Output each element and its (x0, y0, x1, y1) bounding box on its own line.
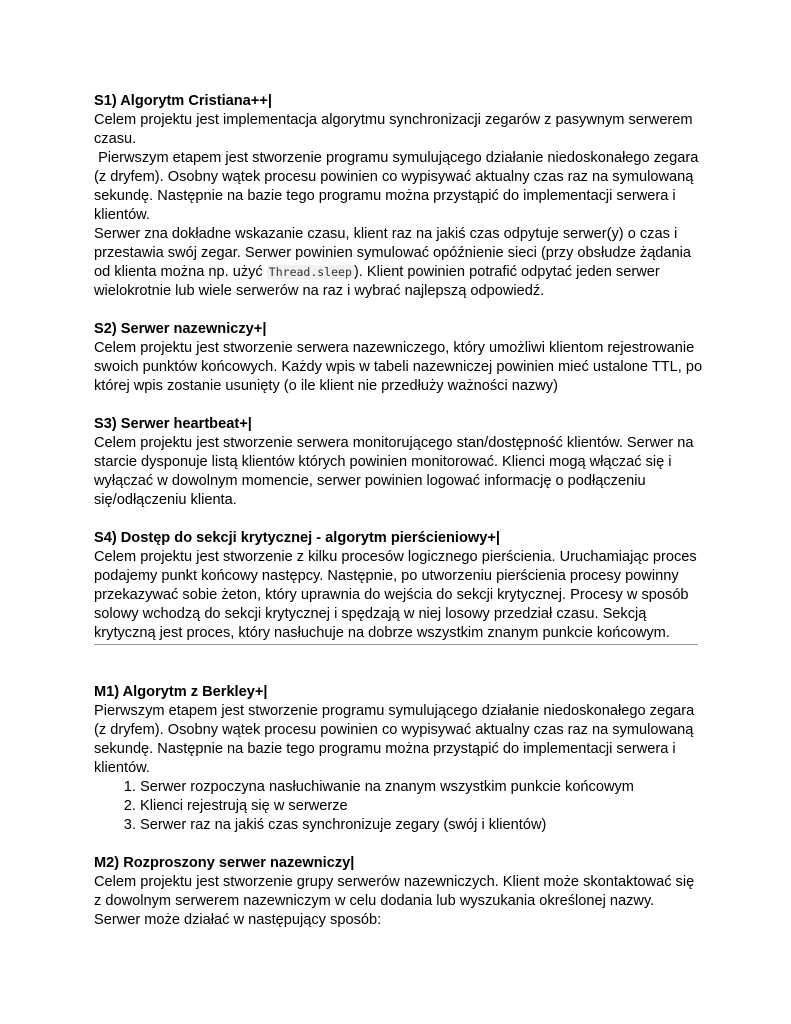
section-m2 (94, 854, 704, 930)
section-s2-body: Celem projektu jest stworzenie serwera nazewniczego, który umożliwi klientom rejestrowanie swoich punktów końcowych. Każdy wpis w tabeli nazewniczej powinien mieć ustalone TTL, po której wpis zostanie usunięty (o ile klient nie przedłuży ważności nazwy) (94, 340, 703, 394)
section-s1-intro: Celem projektu jest implementacja algorytmu synchronizacji zegarów z pasywnym serwerem czasu. (94, 112, 693, 147)
section-m1-title: M1) Algorytm z Berkley+| (94, 684, 268, 700)
section-s1-clock: Pierwszym etapem jest stworzenie programu symulującego działanie niedoskonałego zegara (z dryfem). Osobny wątek procesu powinien co wypisywać aktualny czas raz na symulowaną sekundę. Następnie na bazie tego programu można przystąpić do implementacji serwera i klientów. (94, 150, 703, 223)
thread-sleep-code: Thread.sleep (268, 265, 352, 279)
section-m1-body: Pierwszym etapem jest stworzenie programu symulującego działanie niedoskonałego zegara (z dryfem). Osobny wątek procesu powinien co wypisywać aktualny czas raz na symulowaną sekundę. Następnie na bazie tego programu można przystąpić do implementacji serwera i klientów. (94, 703, 695, 776)
section-m1-steps (94, 778, 704, 835)
section-s1 (94, 92, 704, 301)
section-s4-body: Celem projektu jest stworzenie z kilku procesów logicznego pierścienia. Uruchamiając proces podajemy punkt końcowy następcy. Następnie, po utworzeniu pierścienia procesy powinny przekazywać sobie żeton, który uprawnia do wejścia do sekcji krytycznej. Procesy w sposób solowy wchodzą do sekcji krytycznej i spędzają w niej losowy przedział czasu. Sekcją krytyczną jest proces, który nasłuchuje na dobrze wszystkim znanym punkcie końcowym. (94, 549, 697, 641)
section-s1-server (94, 225, 704, 301)
section-s1-server-text-a: Serwer zna dokładne wskazanie czasu, klient raz na jakiś czas odpytuje serwer(y) o czas i przestawia swój zegar. Serwer powinien symulować opóźnienie sieci (przy obsłudze żądania od klienta można np. użyć (94, 226, 692, 280)
section-s2 (94, 320, 704, 396)
list-item: 3. Serwer raz na jakiś czas synchronizuje zegary (swój i klientów) (140, 816, 704, 835)
section-m1 (94, 683, 704, 835)
section-s3 (94, 415, 704, 510)
section-s1-server-text-b: ). Klient powinien potrafić odpytać jeden serwer wielokrotnie lub wiele serwerów na raz i wybrać najlepszą odpowiedź. (94, 264, 660, 299)
section-s4-title: S4) Dostęp do sekcji krytycznej - algorytm pierścieniowy+| (94, 530, 500, 546)
section-s3-title: S3) Serwer heartbeat+| (94, 416, 252, 432)
section-s1-title: S1) Algorytm Cristiana++| (94, 93, 272, 109)
list-item: 2. Klienci rejestrują się w serwerze (140, 797, 704, 816)
section-m2-title: M2) Rozproszony serwer nazewniczy| (94, 855, 355, 871)
document-content (94, 92, 704, 930)
list-item: 1. Serwer rozpoczyna nasłuchiwanie na znanym wszystkim punkcie końcowym (140, 778, 704, 797)
section-m2-body: Celem projektu jest stworzenie grupy serwerów nazewniczych. Klient może skontaktować się z dowolnym serwerem nazewniczym w celu dodania lub wyszukania określonej nazwy. Serwer może działać w następujący sposób: (94, 874, 695, 928)
section-s2-title: S2) Serwer nazewniczy+| (94, 321, 267, 337)
section-s3-body: Celem projektu jest stworzenie serwera monitorującego stan/dostępność klientów. Serwer na starcie dysponuje listą klientów których powinien monitorować. Klienci mogą włączać się i wyłączać w dowolnym momencie, serwer powinien logować informację o podłączeniu się/odłączeniu klienta. (94, 435, 694, 508)
section-s4 (94, 529, 704, 643)
